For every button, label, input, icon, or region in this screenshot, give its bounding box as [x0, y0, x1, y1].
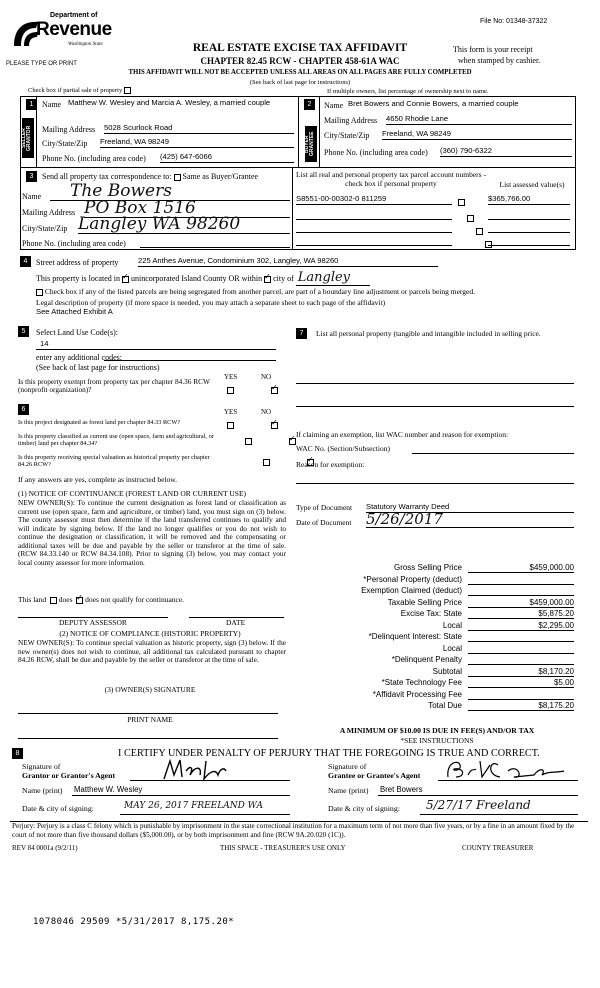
- reason-label: Reason for exemption:: [296, 460, 365, 469]
- fee-row: Gross Selling Price $459,000.00: [393, 563, 574, 572]
- treasurer-space: THIS SPACE - TREASURER'S USE ONLY: [220, 844, 346, 852]
- grantee-date-label: Date & city of signing:: [328, 804, 400, 813]
- fee-row: Subtotal $8,170.20: [432, 666, 574, 676]
- notice-1-title: (1) NOTICE OF CONTINUANCE (FOREST LAND OR CURRENT USE): [18, 489, 247, 498]
- parcels-box: [292, 168, 576, 250]
- section-3-number: 3: [26, 171, 37, 182]
- current-use-question: Is this property classified as current use (open space, farm and agricultural, or timber) land per chapter 84.34?: [18, 433, 214, 448]
- grantee-mail: 4650 Rhodie Lane: [386, 115, 572, 125]
- legal-value: See Attached Exhibit A: [36, 307, 113, 316]
- seller-grantor-label: SELLER GRANTOR: [22, 118, 34, 158]
- fee-row: *Delinquent Interest: State: [296, 632, 578, 643]
- if-yes-text: If any answers are yes, complete as instructed below.: [18, 475, 178, 484]
- deputy-assessor-label: DEPUTY ASSESSOR: [59, 618, 127, 627]
- yes-header-5: YES: [224, 373, 238, 381]
- grantee-sig-label-2: Grantee or Grantee's Agent: [328, 771, 421, 780]
- fee-row: Local: [296, 644, 578, 655]
- tax-mail: PO Box 1516: [84, 199, 290, 218]
- doc-type-label: Type of Document: [296, 503, 353, 512]
- notice-1-body: NEW OWNER(S): To continue the current designation as forest land or classification as current use (open space, farm and agriculture, or timber) land, you must sign on (3) below. The county assessor must then determine if the land transferred continues to qualify and will indicate by signing below. If the land no longer qualifies or you do not wish to continue the designation or classification, it will be removed and the compensating or additional taxes will be due and payable by the seller or transferor at the time of sale. (RCW 84.33.140 or RCW 84.34.108). Prior to signing (3) below, you may contact your local county assessor for more information.: [18, 498, 286, 567]
- property-city: Langley: [296, 270, 370, 286]
- receipt-note-2: when stamped by cashier.: [458, 56, 541, 65]
- grantee-print-name: Bret Bowers: [378, 786, 578, 796]
- doc-date-label: Date of Document: [296, 518, 352, 527]
- grantor-signature[interactable]: [130, 757, 290, 781]
- section-8-number: 8: [12, 748, 23, 759]
- fee-row: *State Technology Fee $5.00: [381, 678, 574, 687]
- fee-row: Excise Tax: State $5,875.20: [400, 609, 574, 618]
- minimum-fee-note: A MINIMUM OF $10.00 IS DUE IN FEE(S) AND/OR TAX: [339, 726, 535, 735]
- partial-sale-label: Check box if partial sale of property: [28, 87, 123, 94]
- grantee-city: Freeland, WA 98249: [382, 130, 572, 140]
- yes-header-6: YES: [224, 408, 238, 416]
- grantor-sig-label-2: Grantor or Grantor's Agent: [22, 771, 116, 780]
- no-header-6: NO: [261, 408, 272, 416]
- grantor-name-label: Name: [42, 100, 62, 109]
- section-6-number: 6: [18, 404, 29, 415]
- forest-question: Is this project designated as forest land per chapter 84.33 RCW?: [18, 419, 181, 426]
- section-5-number: 5: [18, 326, 29, 337]
- grantor-phone-label: Phone No. (including area code): [42, 154, 146, 163]
- please-type: PLEASE TYPE OR PRINT: [6, 61, 77, 67]
- grantee-phone: (360) 790-6322: [440, 147, 572, 157]
- rev-number: REV 84 0001a (9/2/11): [12, 844, 78, 852]
- see-back: (See back of last page for instructions): [249, 79, 351, 86]
- fee-row: *Affidavit Processing Fee: [296, 690, 578, 701]
- grantee-city-label: City/State/Zip: [324, 131, 370, 140]
- section-7-number: 7: [296, 328, 307, 339]
- notice-2-title: (2) NOTICE OF COMPLIANCE (HISTORIC PROPERTY): [59, 629, 241, 638]
- city-of-checkbox[interactable]: [264, 276, 271, 283]
- deputy-date-label: DATE: [226, 618, 246, 627]
- doc-date: 5/26/2017: [366, 511, 574, 528]
- grantor-mail-label: Mailing Address: [42, 125, 96, 134]
- partial-sale: [28, 87, 131, 94]
- exemption-label: If claiming an exemption, list WAC number and reason for exemption:: [296, 430, 509, 439]
- grantee-name-label: Name: [324, 101, 344, 110]
- logo-name: Revenue: [36, 19, 112, 40]
- does-not-qualify-checkbox[interactable]: [76, 597, 83, 604]
- grantee-name: Bret Bowers and Connie Bowers, a married couple: [348, 99, 519, 108]
- grantee-sig-label-1: Signature of: [328, 762, 367, 771]
- exempt-yes-checkbox[interactable]: [227, 387, 234, 394]
- historical-question: Is this property receiving special valuation as historical property per chapter 84.26 RCW?: [18, 454, 210, 469]
- file-number: File No: 01348-37322: [480, 18, 548, 25]
- grantee-date-city: 5/27/17 Freeland: [420, 797, 578, 815]
- grantee-signature-icon: [438, 757, 578, 781]
- fees-table: [296, 563, 578, 713]
- tax-city: Langley WA 98260: [78, 215, 290, 234]
- section-4: [20, 250, 576, 318]
- perjury-text: Perjury: Perjury is a class C felony which is punishable by imprisonment in the state correctional institution for a maximum term of not more than five years, or by a fine in an amount fixed by the court of not more than five thousand dollars ($5,000.00), or by both imprisonment and fine (RCW 9A.20.020 (1C)).: [12, 822, 575, 839]
- grantor-date-label: Date & city of signing:: [22, 804, 94, 813]
- wac-label: WAC No. (Section/Subsection): [296, 444, 390, 453]
- legal-label: Legal description of property (if more space is needed, you may attach a separate sheet to each page of the affidavit): [36, 298, 386, 307]
- tax-corr-label: Send all property tax correspondence to: Same as Buyer/Grantee: [42, 172, 259, 181]
- warning-text: THIS AFFIDAVIT WILL NOT BE ACCEPTED UNLESS ALL AREAS ON ALL PAGES ARE FULLY COMPLETED: [128, 69, 472, 76]
- buyer-grantee-label: BUYER GRANTEE: [305, 126, 317, 162]
- land-use-label: Select Land Use Code(s):: [36, 328, 118, 337]
- parcel-2-checkbox[interactable]: [467, 215, 474, 222]
- exempt-question: Is this property exempt from property tax per chapter 84.36 RCW (nonprofit organization)?: [18, 377, 210, 395]
- current-use-yes-checkbox[interactable]: [245, 438, 252, 445]
- street-label: Street address of property: [36, 258, 119, 267]
- fee-row: Exemption Claimed (deduct): [296, 586, 578, 597]
- does-qualify-checkbox[interactable]: [50, 597, 57, 604]
- fee-row: Total Due $8,175.20: [428, 701, 574, 710]
- grantor-name: Matthew W. Wesley and Marcia A. Wesley, a married couple: [68, 98, 271, 107]
- assessed-1: $365,766.00: [488, 195, 570, 205]
- form-subtitle: CHAPTER 82.45 RCW - CHAPTER 458-61A WAC: [200, 56, 400, 66]
- form-title: REAL ESTATE EXCISE TAX AFFIDAVIT: [192, 42, 408, 54]
- personal-property-label: List all personal property (tangible and intangible included in selling price.: [316, 329, 541, 338]
- grantor-name-print-label: Name (print): [22, 786, 63, 795]
- assessed-header: List assessed value(s): [499, 180, 565, 189]
- parcel-1-personal-checkbox[interactable]: [458, 199, 465, 206]
- grantor-mail: 5028 Scurlock Road: [104, 124, 294, 134]
- partial-sale-checkbox[interactable]: [124, 87, 131, 94]
- section-1: [20, 96, 298, 168]
- section-2-number: 2: [304, 99, 315, 110]
- grantee-signature[interactable]: [438, 757, 578, 781]
- parcel-3-checkbox[interactable]: [476, 228, 483, 235]
- grantor-phone: (425) 647-6066: [160, 153, 294, 163]
- historical-yes-checkbox[interactable]: [263, 459, 270, 466]
- tax-mail-label: Mailing Address: [22, 208, 76, 217]
- grantor-city-label: City/State/Zip: [42, 139, 88, 148]
- section-1-number: 1: [26, 99, 37, 110]
- segregated-line: Check box if any of the listed parcels are being segregated from another parcel, are part of a boundary line adjustment or parcels being merged.: [36, 288, 475, 297]
- notice-2-body: NEW OWNER(S): To continue special valuation as historic property, sign (3) below. If the new owner(s) does not wish to continue, all additional tax calculated pursuant to chapter 84.26 RCW, shall be due and payable by the seller or transferor at the time of sale.: [18, 638, 286, 665]
- receipt-note-1: This form is your receipt: [453, 45, 533, 54]
- grantor-date-city: MAY 26, 2017 FREELAND WA: [120, 798, 290, 815]
- logo-state: Washington State: [68, 42, 103, 47]
- forest-no-checkbox[interactable]: [271, 422, 278, 429]
- tax-name-label: Name: [22, 192, 42, 201]
- see-instructions: *SEE INSTRUCTIONS: [400, 736, 474, 745]
- same-as-buyer-label: Same as Buyer/Grantee: [182, 172, 259, 181]
- continuance-line: This land does ✓ does not qualify for continuance.: [18, 596, 184, 605]
- section-7: [296, 326, 578, 546]
- fee-row: *Delinquent Penalty: [296, 655, 578, 666]
- land-use-code: 14: [36, 340, 276, 350]
- section-8: [8, 747, 588, 819]
- section-6: [14, 404, 286, 694]
- section-3: [20, 168, 292, 250]
- parcel-1: S8551-00-00302-0 811259: [296, 195, 452, 205]
- grantee-mail-label: Mailing Address: [324, 116, 378, 125]
- see-back-instr: (See back of last page for instructions): [36, 363, 160, 372]
- tax-city-label: City/State/Zip: [22, 224, 68, 233]
- grantor-print-name: Matthew W. Wesley: [72, 786, 290, 796]
- fee-row: Taxable Selling Price $459,000.00: [387, 597, 574, 607]
- grantee-name-print-label: Name (print): [328, 786, 369, 795]
- print-name-label: PRINT NAME: [127, 715, 173, 724]
- forest-yes-checkbox[interactable]: [227, 422, 234, 429]
- certify-text: I CERTIFY UNDER PENALTY OF PERJURY THAT THE FOREGOING IS TRUE AND CORRECT.: [118, 748, 540, 759]
- grantor-signature-icon: [160, 757, 280, 781]
- parcels-header: List all real and personal property tax parcel account numbers - check box if personal property: [296, 170, 486, 188]
- tax-phone-label: Phone No. (including area code): [22, 239, 126, 248]
- unincorporated-checkbox[interactable]: [122, 276, 129, 283]
- owners-signature-label: (3) OWNER(S) SIGNATURE: [104, 685, 196, 694]
- additional-codes: enter any additional codes:: [36, 353, 122, 362]
- tax-name: The Bowers: [50, 182, 290, 201]
- doc-type: Statutory Warranty Deed: [366, 503, 574, 513]
- county-treasurer: COUNTY TREASURER: [462, 844, 534, 852]
- section-2: [298, 96, 576, 168]
- same-as-buyer-checkbox[interactable]: [174, 174, 181, 181]
- no-header-5: NO: [261, 373, 272, 381]
- grantor-city: Freeland, WA 98249: [100, 138, 294, 148]
- fee-row: Local $2,295.00: [442, 620, 574, 630]
- section-5: [14, 322, 282, 402]
- located-line: This property is located in ✓ unincorporated Island County OR within ✓ city of Langley: [36, 271, 370, 286]
- section-4-number: 4: [20, 256, 31, 267]
- street-address: 225 Anthes Avenue, Condominium 302, Langley, WA 98260: [138, 257, 438, 267]
- logo-dept: Department of: [50, 12, 98, 19]
- current-use-no-checkbox[interactable]: [289, 438, 296, 445]
- fee-row: *Personal Property (deduct): [296, 575, 578, 586]
- exempt-no-checkbox[interactable]: [271, 387, 278, 394]
- grantee-phone-label: Phone No. (including area code): [324, 148, 428, 157]
- cashier-stamp: 1078046 29509 *5/31/2017 8,175.20*: [33, 917, 235, 927]
- segregated-checkbox[interactable]: [36, 289, 43, 296]
- grantor-sig-label-1: Signature of: [22, 762, 61, 771]
- multiple-owners: If multiple owners, list percentage of ownership next to name.: [327, 88, 489, 95]
